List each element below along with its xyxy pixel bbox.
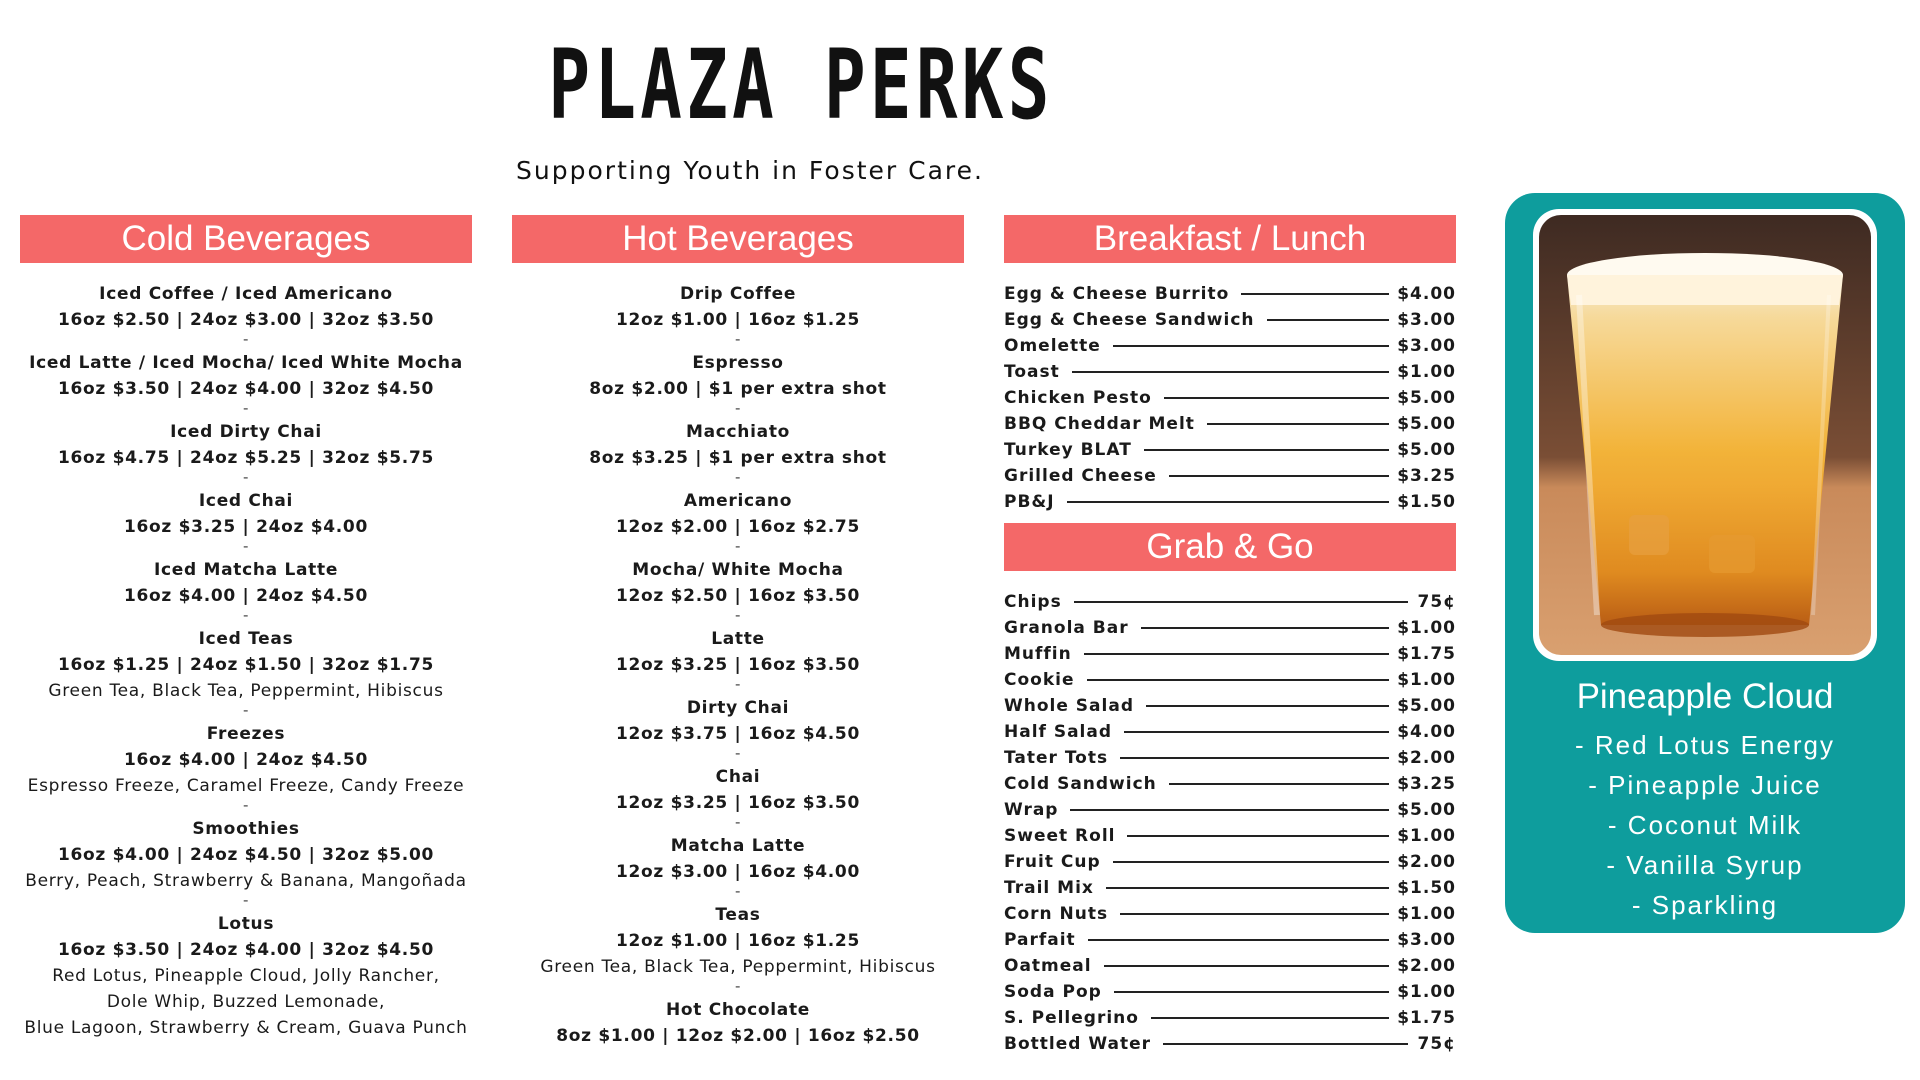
menu-row	[1004, 979, 1456, 1005]
menu-item-name: Lotus	[217, 914, 275, 934]
featured-drink-ingredient: - Red Lotus Energy	[1574, 730, 1835, 760]
menu-row	[1004, 385, 1456, 411]
menu-item-name: Macchiato	[685, 422, 791, 442]
menu-item-sizes: 8oz $2.00 | $1 per extra shot	[589, 379, 887, 399]
menu-item-name: Freezes	[206, 724, 286, 744]
item-separator: -	[242, 468, 250, 486]
menu-item-name: Cookie	[1004, 670, 1075, 690]
menu-item-price: $5.00	[1397, 800, 1456, 820]
menu-row	[1004, 901, 1456, 927]
menu-item-name: S. Pellegrino	[1004, 1008, 1139, 1028]
menu-item-note: Blue Lagoon, Strawberry & Cream, Guava Punch	[24, 1018, 468, 1038]
item-separator: -	[734, 399, 742, 417]
menu-item-sizes: 16oz $4.75 | 24oz $5.25 | 32oz $5.75	[57, 448, 435, 468]
menu-item-name: Grilled Cheese	[1004, 466, 1157, 486]
menu-row	[1004, 1031, 1456, 1057]
menu-item-price: $1.00	[1397, 826, 1456, 846]
menu-item-name: Egg & Cheese Sandwich	[1004, 310, 1255, 330]
menu-item-sizes: 12oz $1.00 | 16oz $1.25	[616, 310, 860, 330]
menu-item-sizes: 12oz $3.25 | 16oz $3.50	[616, 793, 860, 813]
item-separator: -	[242, 606, 250, 624]
dotted-leader	[1120, 757, 1389, 759]
menu-item-name: Iced Chai	[198, 491, 294, 511]
breakfast-lunch-list	[1004, 281, 1456, 515]
item-separator: -	[242, 701, 250, 719]
featured-drink-name: Pineapple Cloud	[1576, 677, 1834, 716]
menu-item-sizes: 16oz $3.25 | 24oz $4.00	[124, 517, 368, 537]
menu-row	[1004, 307, 1456, 333]
dotted-leader	[1127, 835, 1389, 837]
menu-item-note: Berry, Peach, Strawberry & Banana, Mangoñada	[25, 871, 467, 891]
menu-item-note: Dole Whip, Buzzed Lemonade,	[106, 992, 386, 1012]
menu-item-name: Fruit Cup	[1004, 852, 1101, 872]
menu-item-sizes: 8oz $1.00 | 12oz $2.00 | 16oz $2.50	[556, 1026, 920, 1046]
menu-row	[1004, 589, 1456, 615]
dotted-leader	[1113, 861, 1390, 863]
menu-row	[1004, 875, 1456, 901]
menu-item-name: Hot Chocolate	[665, 1000, 811, 1020]
menu-item-sizes: 16oz $3.50 | 24oz $4.00 | 32oz $4.50	[57, 379, 435, 399]
menu-item-name: BBQ Cheddar Melt	[1004, 414, 1195, 434]
dotted-leader	[1088, 939, 1390, 941]
iced-drink-cup-icon	[1539, 215, 1871, 655]
featured-drink-ingredient: - Pineapple Juice	[1588, 770, 1822, 800]
dotted-leader	[1070, 809, 1389, 811]
menu-item-price: $5.00	[1397, 440, 1456, 460]
menu-item-name: Chicken Pesto	[1004, 388, 1152, 408]
menu-row	[1004, 667, 1456, 693]
menu-item-price: $3.25	[1397, 466, 1456, 486]
menu-item-price: $1.00	[1397, 904, 1456, 924]
dotted-leader	[1114, 991, 1389, 993]
featured-drink-ingredients	[1505, 725, 1905, 925]
item-separator: -	[734, 882, 742, 900]
menu-item-name: Americano	[683, 491, 793, 511]
menu-item-sizes: 12oz $3.25 | 16oz $3.50	[616, 655, 860, 675]
menu-item-price: $2.00	[1397, 748, 1456, 768]
dotted-leader	[1146, 705, 1389, 707]
cold-beverages-list	[20, 281, 472, 1041]
menu-item-sizes: 16oz $4.00 | 24oz $4.50 | 32oz $5.00	[57, 845, 435, 865]
dotted-leader	[1104, 965, 1390, 967]
hot-beverages-column	[512, 215, 964, 1049]
menu-item-name: Wrap	[1004, 800, 1059, 820]
menu-item-name: Omelette	[1004, 336, 1101, 356]
menu-item-price: $5.00	[1397, 696, 1456, 716]
dotted-leader	[1207, 423, 1389, 425]
cold-beverages-heading: Cold Beverages	[20, 215, 472, 263]
menu-item-name: Egg & Cheese Burrito	[1004, 284, 1230, 304]
menu-item-name: Teas	[715, 905, 761, 925]
menu-item-price: $2.00	[1397, 852, 1456, 872]
menu-row	[1004, 771, 1456, 797]
menu-item-name: Half Salad	[1004, 722, 1113, 742]
dotted-leader	[1084, 653, 1389, 655]
dotted-leader	[1164, 397, 1389, 399]
menu-item-name: Chips	[1004, 592, 1062, 612]
dotted-leader	[1124, 731, 1389, 733]
item-separator: -	[734, 675, 742, 693]
item-separator: -	[242, 891, 250, 909]
menu-item-price: $5.00	[1397, 388, 1456, 408]
menu-item-name: Smoothies	[192, 819, 300, 839]
dotted-leader	[1087, 679, 1390, 681]
dotted-leader	[1113, 345, 1389, 347]
menu-item-name: Iced Teas	[198, 629, 294, 649]
item-separator: -	[734, 537, 742, 555]
menu-item-price: $1.75	[1397, 644, 1456, 664]
menu-item-name: Dirty Chai	[686, 698, 790, 718]
menu-item-name: Toast	[1004, 362, 1060, 382]
menu-item-name: Trail Mix	[1004, 878, 1094, 898]
dotted-leader	[1074, 601, 1408, 603]
menu-item-sizes: 12oz $2.50 | 16oz $3.50	[616, 586, 860, 606]
menu-item-name: Oatmeal	[1004, 956, 1092, 976]
menu-item-sizes: 12oz $3.00 | 16oz $4.00	[616, 862, 860, 882]
menu-item-name: Sweet Roll	[1004, 826, 1116, 846]
menu-item-note: Red Lotus, Pineapple Cloud, Jolly Rancher,	[52, 966, 440, 986]
menu-item-price: $1.00	[1397, 982, 1456, 1002]
brand-logo-title: PLAZA PERKS	[548, 29, 1054, 141]
menu-item-name: Matcha Latte	[670, 836, 806, 856]
menu-row	[1004, 641, 1456, 667]
dotted-leader	[1067, 501, 1390, 503]
menu-item-name: Iced Coffee / Iced Americano	[99, 284, 393, 304]
menu-row	[1004, 615, 1456, 641]
food-column	[1004, 215, 1456, 1057]
menu-item-note: Green Tea, Black Tea, Peppermint, Hibiscus	[48, 681, 444, 701]
menu-item-price: $3.00	[1397, 336, 1456, 356]
menu-item-price: $4.00	[1397, 284, 1456, 304]
menu-item-price: $1.50	[1397, 492, 1456, 512]
grab-and-go-list	[1004, 589, 1456, 1057]
featured-drink-panel	[1505, 193, 1905, 933]
brand-tagline: Supporting Youth in Foster Care.	[516, 156, 984, 185]
menu-row	[1004, 693, 1456, 719]
featured-drink-ingredient: - Coconut Milk	[1607, 810, 1803, 840]
menu-item-price: $1.00	[1397, 670, 1456, 690]
menu-item-price: $1.50	[1397, 878, 1456, 898]
menu-item-name: Drip Coffee	[679, 284, 797, 304]
menu-row	[1004, 927, 1456, 953]
dotted-leader	[1106, 887, 1389, 889]
menu-item-sizes: 16oz $2.50 | 24oz $3.00 | 32oz $3.50	[57, 310, 435, 330]
menu-item-name: Whole Salad	[1004, 696, 1134, 716]
menu-item-name: Espresso	[692, 353, 784, 373]
menu-item-name: Parfait	[1004, 930, 1076, 950]
menu-row	[1004, 463, 1456, 489]
menu-row	[1004, 719, 1456, 745]
item-separator: -	[734, 813, 742, 831]
menu-item-name: Iced Matcha Latte	[153, 560, 339, 580]
item-separator: -	[242, 399, 250, 417]
menu-row	[1004, 359, 1456, 385]
menu-row	[1004, 823, 1456, 849]
menu-row	[1004, 797, 1456, 823]
menu-item-name: Soda Pop	[1004, 982, 1102, 1002]
dotted-leader	[1169, 475, 1389, 477]
menu-item-sizes: 16oz $1.25 | 24oz $1.50 | 32oz $1.75	[57, 655, 435, 675]
menu-row	[1004, 849, 1456, 875]
menu-item-price: $1.75	[1397, 1008, 1456, 1028]
menu-item-price: 75¢	[1417, 592, 1456, 612]
menu-item-name: Corn Nuts	[1004, 904, 1109, 924]
menu-item-sizes: 16oz $3.50 | 24oz $4.00 | 32oz $4.50	[57, 940, 435, 960]
dotted-leader	[1241, 293, 1389, 295]
menu-item-name: Chai	[715, 767, 761, 787]
featured-drink-ingredient: - Sparkling	[1631, 890, 1779, 920]
dotted-leader	[1144, 449, 1389, 451]
item-separator: -	[242, 330, 250, 348]
menu-item-name: Cold Sandwich	[1004, 774, 1157, 794]
item-separator: -	[734, 606, 742, 624]
dotted-leader	[1141, 627, 1390, 629]
menu-item-sizes: 16oz $4.00 | 24oz $4.50	[124, 586, 368, 606]
menu-item-price: $3.00	[1397, 310, 1456, 330]
brand-header	[470, 20, 1054, 185]
item-separator: -	[242, 796, 250, 814]
hot-beverages-heading: Hot Beverages	[512, 215, 964, 263]
menu-item-price: $5.00	[1397, 414, 1456, 434]
dotted-leader	[1151, 1017, 1389, 1019]
menu-item-name: Tater Tots	[1004, 748, 1109, 768]
menu-item-price: $1.00	[1397, 618, 1456, 638]
hot-beverages-list	[512, 281, 964, 1049]
menu-item-sizes: 12oz $1.00 | 16oz $1.25	[616, 931, 860, 951]
menu-item-name: Muffin	[1004, 644, 1072, 664]
menu-item-sizes: 12oz $3.75 | 16oz $4.50	[616, 724, 860, 744]
menu-row	[1004, 437, 1456, 463]
menu-item-price: $1.00	[1397, 362, 1456, 382]
menu-item-note: Espresso Freeze, Caramel Freeze, Candy Freeze	[27, 776, 465, 796]
menu-row	[1004, 411, 1456, 437]
menu-row	[1004, 281, 1456, 307]
menu-item-price: 75¢	[1417, 1034, 1456, 1054]
item-separator: -	[734, 977, 742, 995]
menu-item-price: $3.00	[1397, 930, 1456, 950]
menu-item-name: Turkey BLAT	[1004, 440, 1132, 460]
grab-and-go-heading: Grab & Go	[1004, 523, 1456, 571]
menu-row	[1004, 333, 1456, 359]
dotted-leader	[1163, 1043, 1408, 1045]
menu-row	[1004, 953, 1456, 979]
menu-item-name: PB&J	[1004, 492, 1055, 512]
menu-row	[1004, 489, 1456, 515]
menu-item-sizes: 12oz $2.00 | 16oz $2.75	[616, 517, 860, 537]
menu-row	[1004, 745, 1456, 771]
menu-item-name: Mocha/ White Mocha	[632, 560, 844, 580]
dotted-leader	[1072, 371, 1389, 373]
featured-drink-ingredient: - Vanilla Syrup	[1606, 850, 1804, 880]
featured-drink-photo	[1533, 209, 1877, 661]
menu-item-name: Iced Latte / Iced Mocha/ Iced White Mocha	[29, 353, 463, 373]
dotted-leader	[1267, 319, 1390, 321]
menu-item-name: Iced Dirty Chai	[170, 422, 322, 442]
dotted-leader	[1120, 913, 1389, 915]
menu-item-price: $4.00	[1397, 722, 1456, 742]
item-separator: -	[734, 468, 742, 486]
menu-item-note: Green Tea, Black Tea, Peppermint, Hibiscus	[540, 957, 936, 977]
menu-item-price: $3.25	[1397, 774, 1456, 794]
menu-item-sizes: 16oz $4.00 | 24oz $4.50	[124, 750, 368, 770]
menu-item-name: Latte	[711, 629, 765, 649]
menu-item-name: Bottled Water	[1004, 1034, 1151, 1054]
item-separator: -	[734, 330, 742, 348]
item-separator: -	[242, 537, 250, 555]
breakfast-lunch-heading: Breakfast / Lunch	[1004, 215, 1456, 263]
menu-item-price: $2.00	[1397, 956, 1456, 976]
menu-row	[1004, 1005, 1456, 1031]
menu-item-name: Granola Bar	[1004, 618, 1129, 638]
cold-beverages-column	[20, 215, 472, 1041]
menu-item-sizes: 8oz $3.25 | $1 per extra shot	[589, 448, 887, 468]
dotted-leader	[1169, 783, 1389, 785]
item-separator: -	[734, 744, 742, 762]
